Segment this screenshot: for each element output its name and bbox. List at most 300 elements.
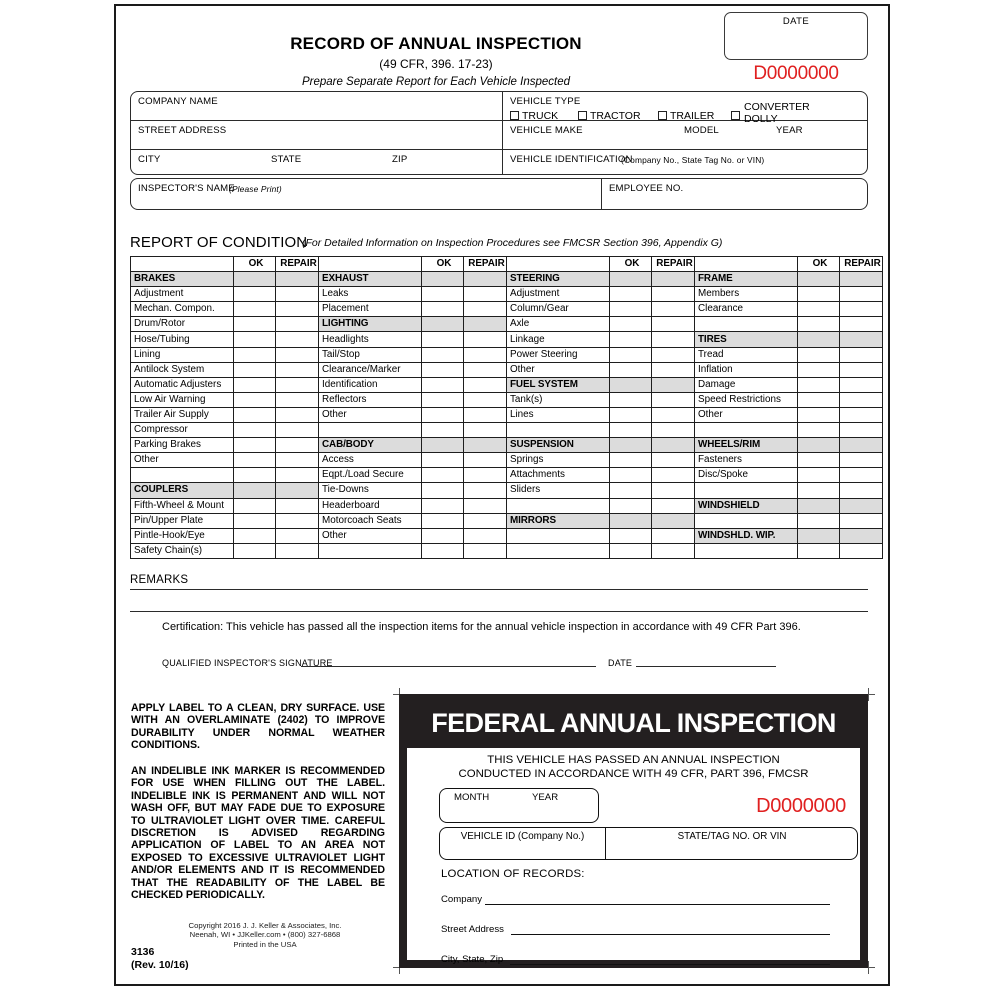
inspection-item-cell: Antilock System	[131, 362, 234, 377]
model-label: MODEL	[684, 125, 719, 136]
ok-checkbox-cell[interactable]	[234, 423, 276, 438]
ok-checkbox-cell[interactable]	[422, 468, 464, 483]
inspection-item-cell: Fasteners	[695, 453, 798, 468]
column-header-ok: OK	[422, 257, 464, 272]
repair-checkbox-cell[interactable]	[840, 302, 883, 317]
state-label: STATE	[271, 154, 302, 165]
remarks-line-1[interactable]	[130, 589, 868, 590]
repair-checkbox-cell[interactable]	[840, 483, 883, 498]
inspection-item-cell: Other	[507, 362, 610, 377]
ok-checkbox-cell[interactable]	[422, 498, 464, 513]
repair-checkbox-cell[interactable]	[464, 347, 507, 362]
checkbox-icon[interactable]	[578, 111, 587, 120]
remarks-line-2[interactable]	[130, 611, 868, 612]
ok-checkbox-cell[interactable]	[798, 483, 840, 498]
repair-checkbox-cell[interactable]	[840, 347, 883, 362]
ok-checkbox-cell[interactable]	[234, 377, 276, 392]
section-heading-spacer	[798, 332, 840, 347]
section-heading-spacer	[276, 272, 319, 287]
vehicle-type-trailer-label: TRAILER	[670, 110, 715, 122]
section-heading-spacer	[840, 332, 883, 347]
repair-checkbox-cell[interactable]	[276, 302, 319, 317]
ok-checkbox-cell[interactable]	[610, 498, 652, 513]
section-heading-cell: FRAME	[695, 272, 798, 287]
ok-checkbox-cell[interactable]	[422, 483, 464, 498]
ok-checkbox-cell[interactable]	[798, 453, 840, 468]
inspection-item-cell	[507, 498, 610, 513]
repair-checkbox-cell[interactable]	[652, 498, 695, 513]
inspection-item-cell: Disc/Spoke	[695, 468, 798, 483]
inspection-item-cell	[695, 483, 798, 498]
signature-date-line[interactable]	[636, 666, 776, 667]
repair-checkbox-cell[interactable]	[276, 407, 319, 422]
section-heading-spacer	[652, 272, 695, 287]
column-header-repair: REPAIR	[652, 257, 695, 272]
table-row	[131, 513, 883, 528]
repair-checkbox-cell[interactable]	[464, 453, 507, 468]
ok-checkbox-cell[interactable]	[610, 453, 652, 468]
inspector-name-label: INSPECTOR'S NAME	[138, 183, 235, 194]
divider	[502, 92, 503, 174]
section-heading-spacer	[652, 513, 695, 528]
ok-checkbox-cell[interactable]	[422, 407, 464, 422]
repair-checkbox-cell[interactable]	[840, 407, 883, 422]
ok-checkbox-cell[interactable]	[422, 513, 464, 528]
section-heading-cell: SUSPENSION	[507, 438, 610, 453]
month-year-field[interactable]	[439, 788, 599, 823]
inspection-item-cell: Members	[695, 287, 798, 302]
repair-checkbox-cell[interactable]	[652, 407, 695, 422]
inspection-item-cell: Other	[131, 453, 234, 468]
repair-checkbox-cell[interactable]	[652, 362, 695, 377]
signature-date-label: DATE	[608, 658, 633, 668]
instructions-paragraph-1: APPLY LABEL TO A CLEAN, DRY SURFACE. USE WITH AN OVERLAMINATE (2402) TO IMPROVE DURABILITY UNDER NORMAL WEATHER CONDITIONS.	[131, 702, 385, 752]
inspection-item-cell: Tie-Downs	[319, 483, 422, 498]
table-row	[131, 347, 883, 362]
street-address-label: STREET ADDRESS	[138, 125, 227, 136]
label-title: FEDERAL ANNUAL INSPECTION	[431, 708, 836, 738]
repair-checkbox-cell[interactable]	[464, 543, 507, 558]
column-header-ok: OK	[234, 257, 276, 272]
repair-checkbox-cell[interactable]	[464, 483, 507, 498]
section-heading-spacer	[464, 272, 507, 287]
vehicle-id-label: VEHICLE ID (Company No.)	[460, 831, 585, 842]
serial-number: D0000000	[753, 63, 839, 84]
repair-checkbox-cell[interactable]	[464, 362, 507, 377]
inspection-item-cell	[507, 423, 610, 438]
repair-checkbox-cell[interactable]	[276, 498, 319, 513]
table-row	[131, 438, 883, 453]
repair-checkbox-cell[interactable]	[652, 453, 695, 468]
ok-checkbox-cell[interactable]	[610, 392, 652, 407]
table-row	[131, 468, 883, 483]
table-row	[131, 407, 883, 422]
vehicle-type-truck[interactable]	[510, 110, 558, 122]
ok-checkbox-cell[interactable]	[234, 498, 276, 513]
section-heading-spacer	[798, 272, 840, 287]
year-label: YEAR	[532, 792, 559, 803]
inspector-block	[130, 178, 868, 210]
inspection-item-cell: Lines	[507, 407, 610, 422]
date-label: DATE	[782, 16, 810, 27]
ok-checkbox-cell[interactable]	[234, 453, 276, 468]
ok-checkbox-cell[interactable]	[798, 513, 840, 528]
location-of-records-label: LOCATION OF RECORDS:	[441, 868, 585, 880]
ok-checkbox-cell[interactable]	[422, 302, 464, 317]
repair-checkbox-cell[interactable]	[652, 392, 695, 407]
inspection-item-cell: Drum/Rotor	[131, 317, 234, 332]
label-white-panel	[407, 748, 860, 965]
ok-checkbox-cell[interactable]	[798, 423, 840, 438]
inspection-item-cell: Attachments	[507, 468, 610, 483]
table-header-blank	[507, 257, 610, 272]
section-heading-cell: COUPLERS	[131, 483, 234, 498]
table-row	[131, 302, 883, 317]
table-header-row	[131, 257, 883, 272]
inspection-item-cell: Identification	[319, 377, 422, 392]
ok-checkbox-cell[interactable]	[610, 468, 652, 483]
inspection-item-cell	[695, 423, 798, 438]
vehicle-type-tractor[interactable]	[578, 110, 641, 122]
inspection-item-cell: Power Steering	[507, 347, 610, 362]
repair-checkbox-cell[interactable]	[840, 468, 883, 483]
inspection-item-cell: Placement	[319, 302, 422, 317]
repair-checkbox-cell[interactable]	[276, 513, 319, 528]
form-number-block	[131, 946, 189, 972]
section-heading-spacer	[610, 513, 652, 528]
divider	[131, 149, 867, 150]
repair-checkbox-cell[interactable]	[464, 423, 507, 438]
inspection-item-cell: Trailer Air Supply	[131, 407, 234, 422]
checkbox-icon[interactable]	[510, 111, 519, 120]
repair-checkbox-cell[interactable]	[464, 302, 507, 317]
repair-checkbox-cell[interactable]	[464, 513, 507, 528]
ok-checkbox-cell[interactable]	[234, 528, 276, 543]
date-field[interactable]	[724, 12, 868, 60]
checkbox-icon[interactable]	[731, 111, 740, 120]
repair-checkbox-cell[interactable]	[652, 483, 695, 498]
vehicle-type-converter-dolly[interactable]	[731, 102, 836, 125]
inspector-name-note: (Please Print)	[229, 184, 282, 194]
ok-checkbox-cell[interactable]	[610, 407, 652, 422]
certification-text: Certification: This vehicle has passed all the inspection items for the annual vehicle inspection in accordance with 49 CFR Part 396.	[162, 621, 801, 633]
copyright-block	[160, 921, 370, 949]
inspection-item-cell: Lining	[131, 347, 234, 362]
section-heading-spacer	[798, 438, 840, 453]
repair-checkbox-cell[interactable]	[276, 347, 319, 362]
ok-checkbox-cell[interactable]	[234, 347, 276, 362]
signature-line[interactable]	[301, 666, 596, 667]
inspection-item-cell: Linkage	[507, 332, 610, 347]
inspection-item-cell: Leaks	[319, 287, 422, 302]
ok-checkbox-cell[interactable]	[234, 332, 276, 347]
page-tagline: Prepare Separate Report for Each Vehicle Inspected	[301, 76, 571, 88]
ok-checkbox-cell[interactable]	[234, 438, 276, 453]
repair-checkbox-cell[interactable]	[652, 332, 695, 347]
ok-checkbox-cell[interactable]	[610, 332, 652, 347]
repair-checkbox-cell[interactable]	[464, 407, 507, 422]
table-row	[131, 543, 883, 558]
repair-checkbox-cell[interactable]	[840, 423, 883, 438]
vehicle-id-field[interactable]	[439, 827, 858, 860]
form-sheet	[114, 4, 890, 986]
ok-checkbox-cell[interactable]	[234, 392, 276, 407]
inspection-item-cell: Tail/Stop	[319, 347, 422, 362]
table-row	[131, 392, 883, 407]
ok-checkbox-cell[interactable]	[610, 543, 652, 558]
inspection-item-cell: Hose/Tubing	[131, 332, 234, 347]
section-heading-spacer	[422, 438, 464, 453]
repair-checkbox-cell[interactable]	[840, 362, 883, 377]
repair-checkbox-cell[interactable]	[840, 543, 883, 558]
repair-checkbox-cell[interactable]	[464, 377, 507, 392]
vehicle-identification-label: VEHICLE IDENTIFICATION	[510, 154, 633, 165]
repair-checkbox-cell[interactable]	[652, 287, 695, 302]
zip-label: ZIP	[392, 154, 408, 165]
section-heading-spacer	[840, 528, 883, 543]
repair-checkbox-cell[interactable]	[464, 468, 507, 483]
inspection-item-cell	[319, 543, 422, 558]
inspection-item-cell: Sliders	[507, 483, 610, 498]
inspection-item-cell: Adjustment	[507, 287, 610, 302]
ok-checkbox-cell[interactable]	[610, 347, 652, 362]
ok-checkbox-cell[interactable]	[798, 302, 840, 317]
ok-checkbox-cell[interactable]	[234, 362, 276, 377]
table-header-blank	[695, 257, 798, 272]
inspection-item-cell: Motorcoach Seats	[319, 513, 422, 528]
month-label: MONTH	[454, 792, 490, 803]
ok-checkbox-cell[interactable]	[610, 317, 652, 332]
inspection-item-cell: Column/Gear	[507, 302, 610, 317]
ok-checkbox-cell[interactable]	[422, 528, 464, 543]
repair-checkbox-cell[interactable]	[652, 423, 695, 438]
repair-checkbox-cell[interactable]	[276, 317, 319, 332]
ok-checkbox-cell[interactable]	[798, 287, 840, 302]
repair-checkbox-cell[interactable]	[464, 498, 507, 513]
section-heading-cell: CAB/BODY	[319, 438, 422, 453]
copyright-line-3: Printed in the USA	[233, 939, 297, 949]
section-heading-spacer	[610, 438, 652, 453]
ok-checkbox-cell[interactable]	[422, 423, 464, 438]
ok-checkbox-cell[interactable]	[798, 377, 840, 392]
ok-checkbox-cell[interactable]	[422, 347, 464, 362]
page-title: RECORD OF ANNUAL INSPECTION	[290, 34, 582, 53]
label-company-label: Company	[441, 894, 483, 905]
divider	[601, 179, 602, 209]
repair-checkbox-cell[interactable]	[276, 453, 319, 468]
repair-checkbox-cell[interactable]	[276, 528, 319, 543]
label-city-state-zip-line[interactable]	[510, 964, 830, 965]
copyright-line-2: Neenah, WI • JJKeller.com • (800) 327-6868	[189, 930, 341, 940]
repair-checkbox-cell[interactable]	[652, 347, 695, 362]
ok-checkbox-cell[interactable]	[798, 543, 840, 558]
inspection-item-cell: Damage	[695, 377, 798, 392]
inspection-item-cell	[131, 468, 234, 483]
inspection-item-cell: Springs	[507, 453, 610, 468]
repair-checkbox-cell[interactable]	[840, 392, 883, 407]
inspection-item-cell: Compressor	[131, 423, 234, 438]
section-heading-spacer	[234, 483, 276, 498]
repair-checkbox-cell[interactable]	[840, 287, 883, 302]
repair-checkbox-cell[interactable]	[652, 302, 695, 317]
ok-checkbox-cell[interactable]	[422, 543, 464, 558]
vehicle-type-trailer[interactable]	[658, 110, 714, 122]
ok-checkbox-cell[interactable]	[422, 332, 464, 347]
repair-checkbox-cell[interactable]	[464, 528, 507, 543]
report-of-condition-title: REPORT OF CONDITION	[130, 234, 308, 251]
repair-checkbox-cell[interactable]	[276, 423, 319, 438]
section-heading-cell: STEERING	[507, 272, 610, 287]
repair-checkbox-cell[interactable]	[276, 332, 319, 347]
vehicle-identification-note: (Company No., State Tag No. or VIN)	[621, 155, 765, 165]
employee-no-label: EMPLOYEE NO.	[609, 183, 684, 194]
ok-checkbox-cell[interactable]	[610, 483, 652, 498]
ok-checkbox-cell[interactable]	[798, 468, 840, 483]
section-heading-spacer	[276, 483, 319, 498]
section-heading-cell: FUEL SYSTEM	[507, 377, 610, 392]
ok-checkbox-cell[interactable]	[422, 377, 464, 392]
table-row	[131, 528, 883, 543]
section-heading-spacer	[610, 272, 652, 287]
repair-checkbox-cell[interactable]	[840, 453, 883, 468]
table-row	[131, 332, 883, 347]
repair-checkbox-cell[interactable]	[840, 317, 883, 332]
vehicle-type-truck-label: TRUCK	[522, 110, 559, 122]
ok-checkbox-cell[interactable]	[610, 302, 652, 317]
ok-checkbox-cell[interactable]	[798, 407, 840, 422]
state-tag-label: STATE/TAG NO. OR VIN	[677, 831, 787, 842]
section-heading-spacer	[652, 438, 695, 453]
repair-checkbox-cell[interactable]	[652, 468, 695, 483]
repair-checkbox-cell[interactable]	[276, 468, 319, 483]
vehicle-type-label: VEHICLE TYPE	[510, 96, 581, 107]
remarks-label: REMARKS	[130, 574, 189, 586]
repair-checkbox-cell[interactable]	[276, 543, 319, 558]
inspection-item-cell: Inflation	[695, 362, 798, 377]
inspection-item-cell: Pin/Upper Plate	[131, 513, 234, 528]
inspection-item-cell: Mechan. Compon.	[131, 302, 234, 317]
inspection-item-cell: Other	[319, 528, 422, 543]
column-header-ok: OK	[798, 257, 840, 272]
inspection-item-cell: Automatic Adjusters	[131, 377, 234, 392]
section-heading-spacer	[464, 438, 507, 453]
ok-checkbox-cell[interactable]	[234, 287, 276, 302]
repair-checkbox-cell[interactable]	[276, 287, 319, 302]
inspection-item-cell	[507, 528, 610, 543]
form-revision: (Rev. 10/16)	[131, 959, 189, 971]
section-heading-cell: BRAKES	[131, 272, 234, 287]
table-row	[131, 377, 883, 392]
table-header-blank	[131, 257, 234, 272]
inspection-item-cell: Reflectors	[319, 392, 422, 407]
ok-checkbox-cell[interactable]	[422, 392, 464, 407]
label-subtitle-line-2: CONDUCTED IN ACCORDANCE WITH 49 CFR, PART 396, FMCSR	[458, 767, 809, 780]
table-header-blank	[319, 257, 422, 272]
inspection-item-cell: Headerboard	[319, 498, 422, 513]
repair-checkbox-cell[interactable]	[840, 377, 883, 392]
ok-checkbox-cell[interactable]	[798, 347, 840, 362]
ok-checkbox-cell[interactable]	[798, 317, 840, 332]
vehicle-type-converter-dolly-label: CONVERTER DOLLY	[744, 101, 810, 125]
column-header-repair: REPAIR	[464, 257, 507, 272]
repair-checkbox-cell[interactable]	[276, 362, 319, 377]
repair-checkbox-cell[interactable]	[464, 332, 507, 347]
ok-checkbox-cell[interactable]	[422, 453, 464, 468]
table-row	[131, 498, 883, 513]
section-heading-spacer	[840, 498, 883, 513]
repair-checkbox-cell[interactable]	[464, 392, 507, 407]
inspection-item-cell: Tank(s)	[507, 392, 610, 407]
inspection-item-cell: Clearance	[695, 302, 798, 317]
ok-checkbox-cell[interactable]	[234, 513, 276, 528]
city-label: CITY	[138, 154, 161, 165]
ok-checkbox-cell[interactable]	[422, 287, 464, 302]
section-heading-spacer	[798, 528, 840, 543]
inspection-item-cell: Access	[319, 453, 422, 468]
checkbox-icon[interactable]	[658, 111, 667, 120]
form-number: 3136	[131, 946, 155, 958]
inspection-item-cell	[695, 543, 798, 558]
ok-checkbox-cell[interactable]	[234, 302, 276, 317]
label-street-address-line[interactable]	[511, 934, 830, 935]
section-heading-cell: WINDSHLD. WIP.	[695, 528, 798, 543]
ok-checkbox-cell[interactable]	[422, 362, 464, 377]
table-row	[131, 423, 883, 438]
table-row	[131, 317, 883, 332]
section-heading-spacer	[652, 377, 695, 392]
repair-checkbox-cell[interactable]	[464, 287, 507, 302]
label-company-line[interactable]	[485, 904, 830, 905]
ok-checkbox-cell[interactable]	[610, 423, 652, 438]
repair-checkbox-cell[interactable]	[276, 392, 319, 407]
label-serial-number: D0000000	[756, 795, 846, 817]
ok-checkbox-cell[interactable]	[610, 362, 652, 377]
ok-checkbox-cell[interactable]	[234, 407, 276, 422]
copyright-line-1: Copyright 2016 J. J. Keller & Associates, Inc.	[188, 921, 342, 930]
inspection-item-cell	[319, 423, 422, 438]
repair-checkbox-cell[interactable]	[652, 528, 695, 543]
report-of-condition-note: (For Detailed Information on Inspection Procedures see FMCSR Section 396, Appendix G)	[302, 237, 723, 249]
inspection-table	[130, 256, 883, 559]
repair-checkbox-cell[interactable]	[840, 513, 883, 528]
repair-checkbox-cell[interactable]	[276, 377, 319, 392]
company-name-label: COMPANY NAME	[138, 96, 218, 107]
table-row	[131, 272, 883, 287]
inspection-item-cell: Other	[695, 407, 798, 422]
table-row	[131, 362, 883, 377]
inspection-item-cell: Clearance/Marker	[319, 362, 422, 377]
ok-checkbox-cell[interactable]	[234, 468, 276, 483]
repair-checkbox-cell[interactable]	[276, 438, 319, 453]
ok-checkbox-cell[interactable]	[798, 362, 840, 377]
inspection-item-cell: Low Air Warning	[131, 392, 234, 407]
ok-checkbox-cell[interactable]	[610, 528, 652, 543]
vehicle-make-label: VEHICLE MAKE	[510, 125, 583, 136]
table-row	[131, 453, 883, 468]
ok-checkbox-cell[interactable]	[234, 543, 276, 558]
year-label: YEAR	[776, 125, 803, 136]
inspection-item-cell: Headlights	[319, 332, 422, 347]
ok-checkbox-cell[interactable]	[798, 392, 840, 407]
inspection-item-cell: Adjustment	[131, 287, 234, 302]
inspection-item-cell: Tread	[695, 347, 798, 362]
repair-checkbox-cell[interactable]	[652, 317, 695, 332]
section-heading-cell: MIRRORS	[507, 513, 610, 528]
ok-checkbox-cell[interactable]	[234, 317, 276, 332]
ok-checkbox-cell[interactable]	[610, 287, 652, 302]
section-heading-spacer	[840, 438, 883, 453]
repair-checkbox-cell[interactable]	[652, 543, 695, 558]
